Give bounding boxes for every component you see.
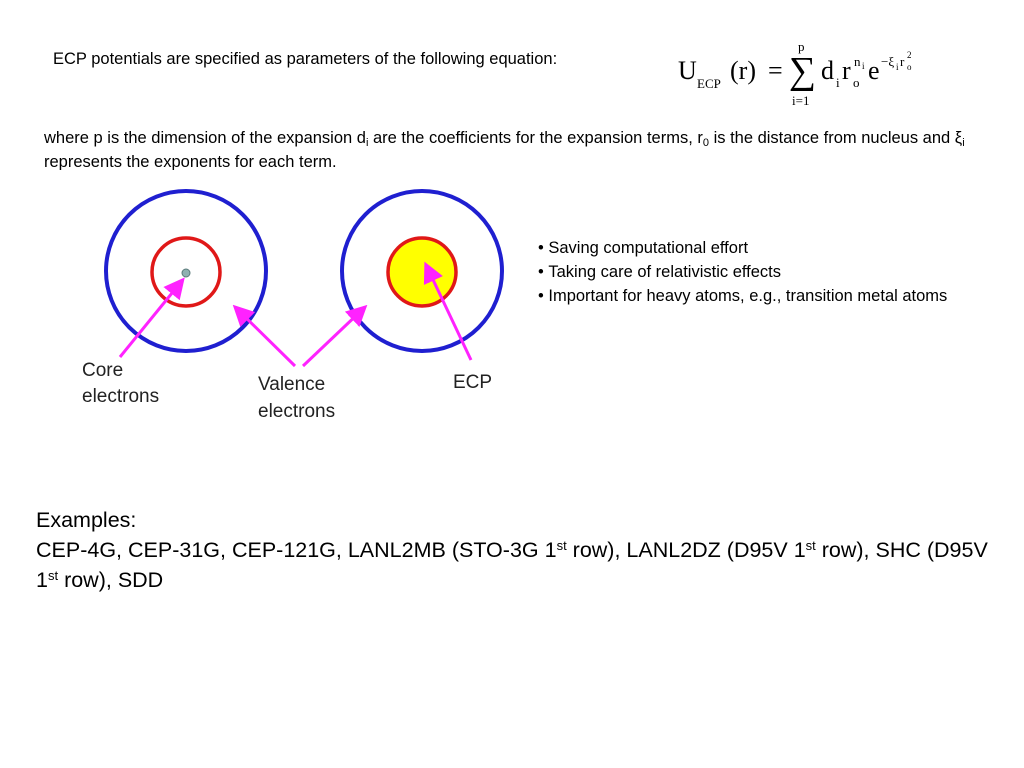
valence-right-arrow (303, 309, 363, 366)
examples-heading: Examples: (36, 508, 137, 532)
desc-part-3: is the distance from nucleus and ξ (708, 129, 963, 147)
examples-sup-3: st (47, 568, 59, 583)
examples-text-2: row), LANL2DZ (D95V 1 (566, 538, 806, 562)
eq-exp-r: r (900, 54, 905, 69)
examples-text-4: row), SDD (58, 568, 164, 592)
eq-sum-top: p (798, 39, 805, 54)
list-item: • Taking care of relativistic effects (538, 260, 998, 284)
examples-sup-1: st (556, 538, 567, 553)
nucleus-dot (182, 269, 190, 277)
desc-sub-3: i (962, 137, 965, 149)
examples-list (36, 535, 996, 595)
benefits-list (538, 236, 998, 308)
eq-n-sub: i (862, 61, 865, 71)
examples-section (36, 505, 996, 595)
eq-exp: −ξ (881, 54, 895, 69)
desc-part-1: where p is the dimension of the expansion d (44, 129, 366, 147)
eq-d: d (821, 56, 834, 85)
eq-exp-r-sub: o (907, 62, 912, 72)
eq-sum: ∑ (789, 50, 817, 92)
description-text (44, 126, 1004, 170)
examples-text-1: CEP-4G, CEP-31G, CEP-121G, LANL2MB (STO-3G 1 (36, 538, 557, 562)
core-electrons-arrow (120, 282, 181, 357)
right-atom-ecp-core (388, 238, 456, 306)
eq-u: U (678, 56, 697, 85)
eq-exp-r-sup: 2 (907, 50, 912, 60)
ecp-atom-diagram (80, 185, 520, 430)
valence-electrons-label-line1: Valence (258, 374, 326, 395)
eq-r-sub: o (853, 75, 860, 90)
valence-electrons-label-line2: electrons (258, 401, 336, 422)
ecp-equation (676, 36, 926, 116)
eq-d-sub: i (836, 75, 840, 90)
eq-u-sub: ECP (697, 76, 721, 91)
eq-r: r (842, 56, 851, 85)
core-electrons-label-line1: Core (82, 360, 124, 381)
desc-part-4: represents the exponents for each term. (44, 153, 337, 170)
intro-text: ECP potentials are specified as parameters of the following equation: (53, 50, 558, 68)
eq-sum-bottom: i=1 (792, 93, 810, 108)
desc-sub-2: 0 (702, 137, 709, 149)
desc-part-2: are the coefficients for the expansion terms, r (368, 129, 703, 147)
core-electrons-label-line2: electrons (82, 386, 160, 407)
eq-equals: = (768, 56, 783, 85)
desc-sub-1: i (365, 137, 369, 149)
eq-n: n (854, 54, 861, 69)
list-item: • Important for heavy atoms, e.g., transition metal atoms (538, 284, 998, 308)
eq-e: e (868, 56, 880, 85)
list-item: • Saving computational effort (538, 236, 998, 260)
examples-sup-2: st (805, 538, 816, 553)
eq-r-arg: (r) (730, 56, 756, 85)
ecp-label: ECP (453, 372, 493, 393)
eq-exp-sub: i (896, 62, 899, 72)
valence-left-arrow (237, 309, 295, 366)
examples-text-3: row), SHC (D95V 1 (36, 538, 988, 592)
